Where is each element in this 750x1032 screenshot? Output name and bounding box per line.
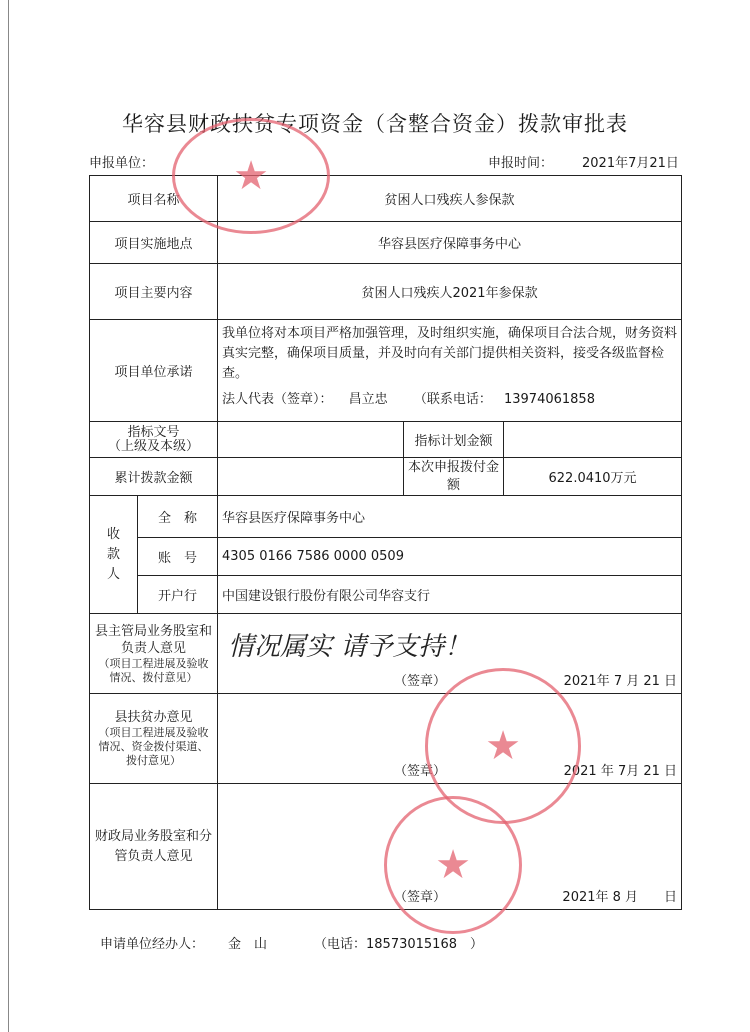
finance-bureau-stamp	[384, 796, 522, 934]
star-icon: ★	[435, 842, 471, 888]
date-label: 申报时间：	[488, 156, 554, 171]
finance-date: 2021年 8 月 日	[562, 890, 678, 905]
dept-opinion-sub: （项目工程进展及验收情况、拨付意见）	[98, 656, 209, 684]
location-value: 华容县医疗保障事务中心	[218, 222, 682, 264]
fullname-label: 全 称	[138, 496, 218, 538]
dept-opinion-label: 县主管局业务股室和负责人意见	[95, 623, 213, 656]
current-amount-label: 本次申报拨付金额	[404, 458, 504, 496]
poverty-opinion-cell	[90, 694, 218, 784]
dept-opinion-body	[218, 614, 682, 694]
form-title: 华容县财政扶贫专项资金（含整合资金）拨款审批表	[122, 112, 628, 136]
applicant-label: 申报单位：	[89, 156, 155, 171]
legal-rep-line	[222, 390, 677, 410]
phone-label: （联系电话：	[413, 392, 492, 407]
fullname-value: 华容县医疗保障事务中心	[218, 496, 682, 538]
cumulative-label: 累计拨款金额	[90, 458, 218, 496]
project-name-label: 项目名称	[90, 176, 218, 222]
cumulative-value	[218, 458, 404, 496]
content-label: 项目主要内容	[90, 264, 218, 320]
poverty-date: 2021 年 7月 21 日	[563, 764, 678, 779]
content-value: 贫困人口残疾人2021年参保款	[218, 264, 682, 320]
medical-center-stamp	[172, 118, 330, 234]
bank-label: 开户行	[138, 576, 218, 614]
commitment-label: 项目单位承诺	[90, 320, 218, 422]
finance-sign: （签章）	[394, 890, 447, 905]
approval-table	[89, 175, 682, 910]
agent-phone: （电话：18573015168 ）	[314, 937, 483, 952]
current-amount-value: 622.0410万元	[504, 458, 682, 496]
page-edge-line	[8, 0, 9, 1032]
location-label: 项目实施地点	[90, 222, 218, 264]
dept-sign: （签章）	[394, 674, 447, 689]
legal-rep-label: 法人代表（签章）：	[222, 392, 333, 407]
bank-value: 中国建设银行股份有限公司华容支行	[218, 576, 682, 614]
index-amount-label: 指标计划金额	[404, 422, 504, 458]
poverty-sign: （签章）	[394, 764, 447, 779]
phone-value: 13974061858	[503, 392, 595, 407]
index-doc-cell	[90, 422, 218, 458]
account-label: 账 号	[138, 538, 218, 576]
dept-handwriting: 情况属实 请予支持！	[228, 632, 471, 662]
agent-name: 金 山	[228, 937, 268, 952]
dept-opinion-cell	[90, 614, 218, 694]
agent-label: 申请单位经办人：	[100, 937, 205, 952]
index-amount-value	[504, 422, 682, 458]
dept-date: 2021年 7 月 21 日	[563, 674, 678, 689]
account-value: 4305 0166 7586 0000 0509	[218, 538, 682, 576]
payee-label: 收款人	[90, 496, 138, 614]
poverty-opinion-sub: （项目工程进展及验收情况、资金拨付渠道、拨付意见）	[98, 726, 209, 767]
legal-rep-name: 昌立忠	[348, 392, 388, 407]
commitment-text: 我单位将对本项目严格加强管理，及时组织实施，确保项目合法合规，财务资料真实完整，确保项目质量，并及时向有关部门提供相关资料，接受各级监督检查。	[222, 326, 678, 381]
project-name-value: 贫困人口残疾人参保款	[218, 176, 682, 222]
commitment-cell	[218, 320, 682, 422]
star-icon: ★	[233, 153, 269, 199]
index-doc-sub: （上级及本级）	[108, 438, 200, 454]
star-icon: ★	[485, 723, 521, 769]
index-doc-value	[218, 422, 404, 458]
finance-opinion-label: 财政局业务股室和分管负责人意见	[90, 784, 218, 910]
index-doc-label: 指标文号	[127, 424, 180, 440]
date-value: 2021年7月21日	[582, 156, 679, 171]
poverty-opinion-label: 县扶贫办意见	[114, 710, 193, 725]
